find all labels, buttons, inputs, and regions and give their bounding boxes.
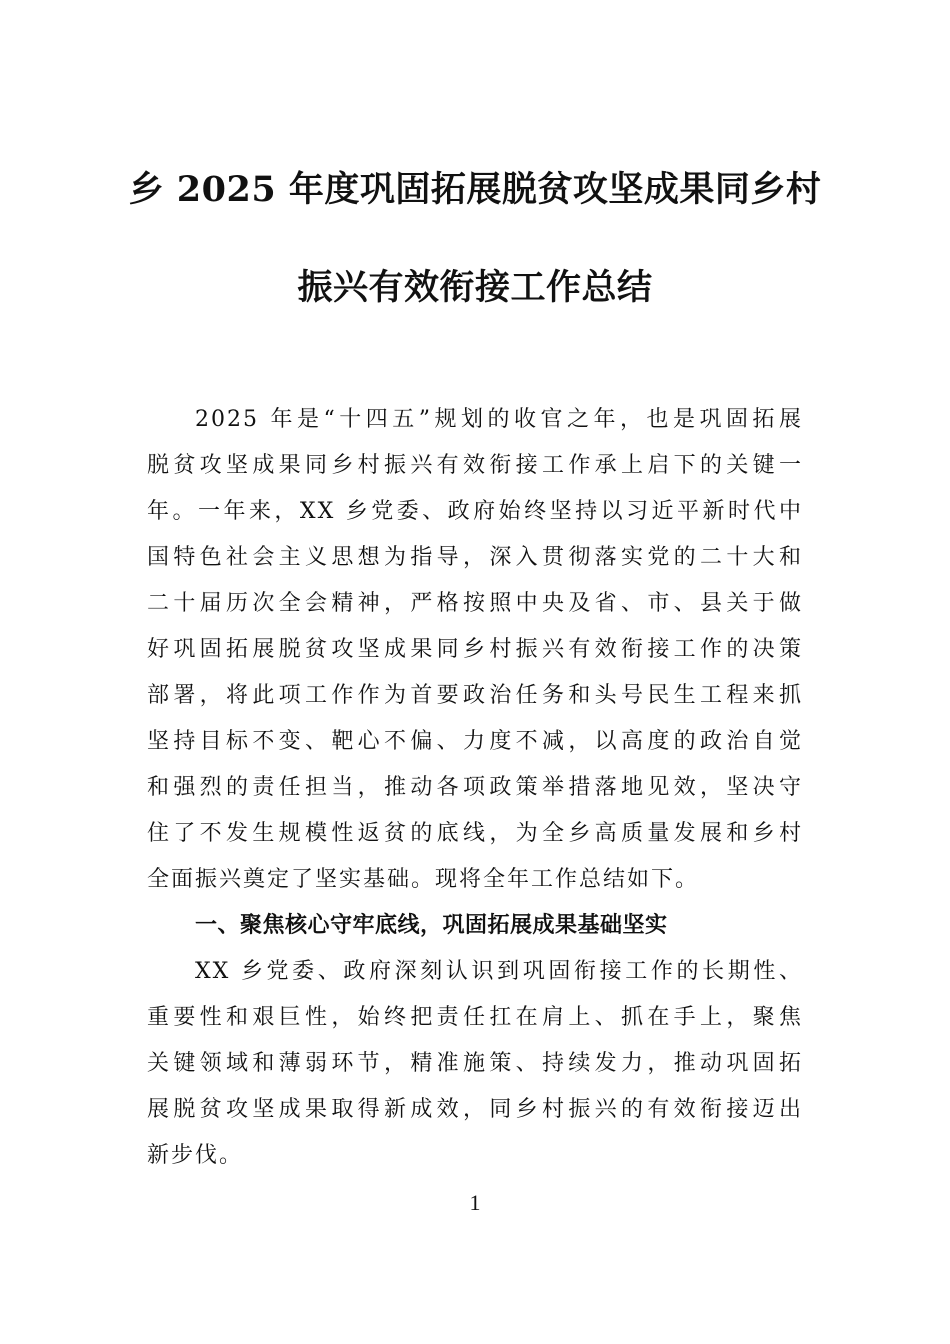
- paragraph-line: 展脱贫攻坚成果取得新成效，同乡村振兴的有效衔接迈出: [147, 1097, 803, 1122]
- paragraph-line: 2025 年是“十四五”规划的收官之年，也是巩固拓展: [195, 407, 803, 432]
- paragraph-line: 全面振兴奠定了坚实基础。现将全年工作总结如下。: [147, 867, 700, 892]
- paragraph-line: 和强烈的责任担当，推动各项政策举措落地见效，坚决守: [147, 775, 803, 800]
- paragraph-line: 新步伐。: [147, 1143, 244, 1168]
- paragraph-line: 二十届历次全会精神，严格按照中央及省、市、县关于做: [147, 591, 803, 616]
- paragraph-line: XX 乡党委、政府深刻认识到巩固衔接工作的长期性、: [195, 959, 803, 984]
- section-paragraph: [147, 949, 803, 1179]
- intro-paragraph: [147, 397, 803, 903]
- paragraph-line: 脱贫攻坚成果同乡村振兴有效衔接工作承上启下的关键一: [147, 453, 803, 478]
- document-title-line-2: 振兴有效衔接工作总结: [297, 267, 653, 308]
- paragraph-line: 好巩固拓展脱贫攻坚成果同乡村振兴有效衔接工作的决策: [147, 637, 803, 662]
- paragraph-line: 坚持目标不变、靶心不偏、力度不减，以高度的政治自觉: [147, 729, 803, 754]
- paragraph-line: 关键领域和薄弱环节，精准施策、持续发力，推动巩固拓: [147, 1051, 803, 1076]
- document-title-line-1: 乡 2025 年度巩固拓展脱贫攻坚成果同乡村: [128, 169, 822, 210]
- section-heading: 一、聚焦核心守牢底线，巩固拓展成果基础坚实: [195, 913, 668, 938]
- paragraph-line: 年。一年来，XX 乡党委、政府始终坚持以习近平新时代中: [147, 499, 803, 524]
- paragraph-line: 国特色社会主义思想为指导，深入贯彻落实党的二十大和: [147, 545, 803, 570]
- paragraph-line: 住了不发生规模性返贫的底线，为全乡高质量发展和乡村: [147, 821, 803, 846]
- paragraph-line: 部署，将此项工作作为首要政治任务和头号民生工程来抓: [147, 683, 803, 708]
- document-body: [147, 397, 803, 1179]
- page-number: 1: [469, 1190, 481, 1215]
- paragraph-line: 重要性和艰巨性，始终把责任扛在肩上、抓在手上，聚焦: [147, 1005, 803, 1030]
